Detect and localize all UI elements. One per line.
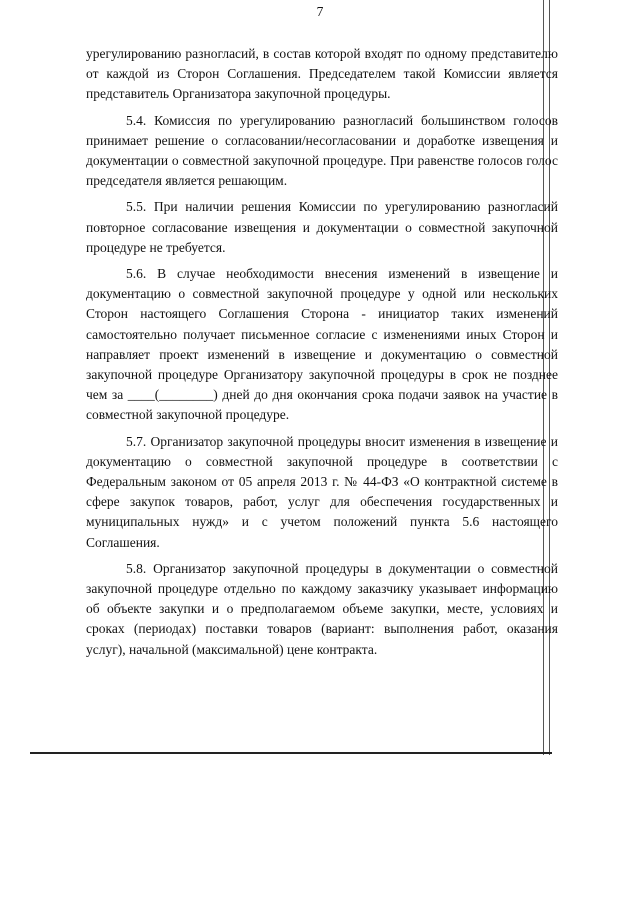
document-body	[86, 44, 558, 666]
page-number: 7	[316, 4, 324, 19]
paragraph-5-5: 5.5. При наличии решения Комиссии по урегулированию разногласий повторное согласование извещения и документации о совместной закупочной процедуре не требуется.	[86, 199, 558, 255]
paragraph-5-8: 5.8. Организатор закупочной процедуры в документации о совместной закупочной процедуре отдельно по каждому заказчику указывает информацию об объекте закупки и о предполагаемом объеме закупки, месте, условиях и сроках (периодах) поставки товаров (вариант: выполнения работ, оказания услуг), начальной (максимальной) цене контракта.	[86, 560, 558, 657]
paragraph-5-6: 5.6. В случае необходимости внесения изменений в извещение и документацию о совместной закупочной процедуре у одной или нескольких Сторон настоящего Соглашения Сторона - инициатор таких изменений самостоятельно получает письменное согласие с изменениями иных Сторон и направляет проект изменений в извещение и документацию о совместной закупочной процедуре Организатору закупочной процедуры в срок не позднее чем за ____(________) дней до дня окончания срока подачи заявок на участие в совместной закупочной процедуре.	[86, 266, 558, 423]
paragraph-5-4: 5.4. Комиссия по урегулированию разногласий большинством голосов принимает решение о согласовании/несогласовании и доработке извещения и документации о совместной закупочной процедуре. При равенстве голосов голос председателя является решающим.	[86, 112, 558, 189]
paragraph-5-7: 5.7. Организатор закупочной процедуры вносит изменения в извещение и документацию о совместной закупочной процедуре в соответствии с Федеральным законом от 05 апреля 2013 г. № 44-ФЗ «О контрактной системе в сфере закупок товаров, работ, услуг для обеспечения государственных и муниципальных нужд» и с учетом положений пункта 5.6 настоящего Соглашения.	[86, 433, 558, 550]
bottom-rule	[30, 752, 552, 754]
paragraph-continuation: урегулированию разногласий, в состав которой входят по одному представителю от каждой из Сторон Соглашения. Председателем такой Комиссии является представитель Организатора закупочной процедуры.	[86, 46, 558, 102]
